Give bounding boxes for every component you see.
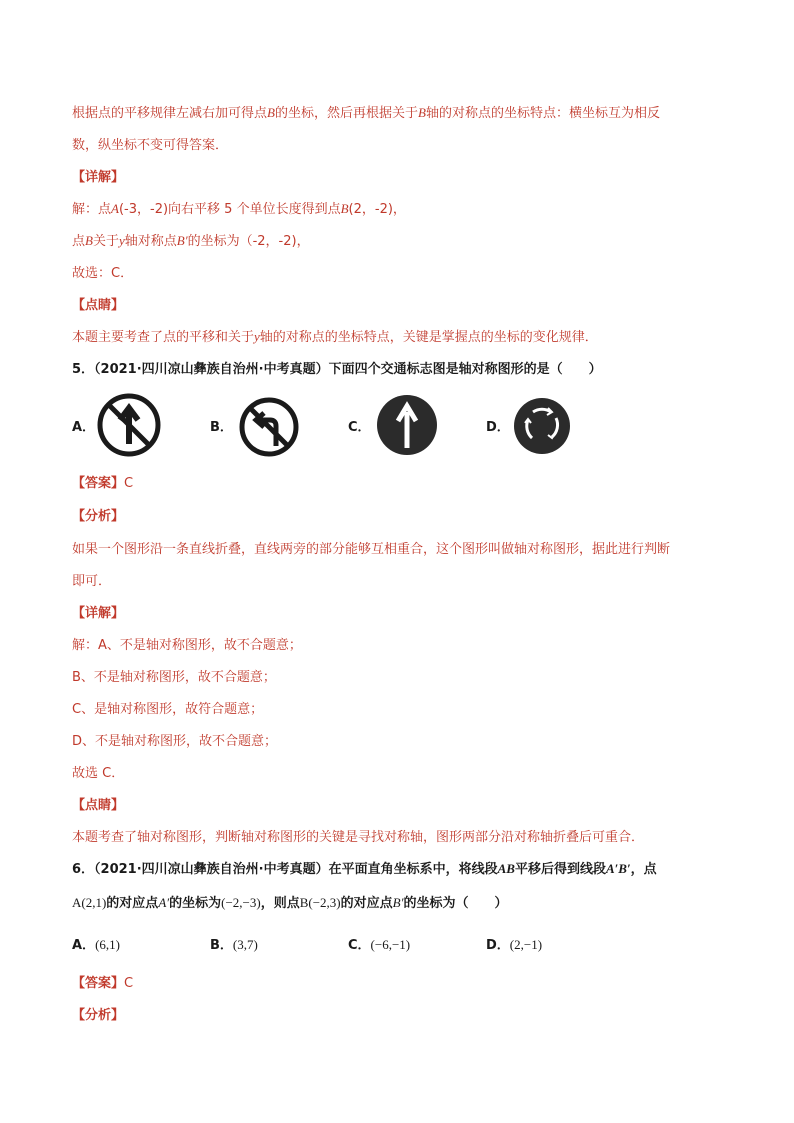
q6-option-b: B．(3,7) — [210, 937, 258, 953]
q5-analysis-tag: 【分析】 — [72, 509, 125, 524]
q6-stem-line-1: 6．（2021·四川凉山彝族自治州·中考真题）在平面直角坐标系中，将线段AB平移后得到线段A′B′，点 — [72, 861, 657, 877]
q4-comment-line-1: 本题主要考查了点的平移和关于y轴的对称点的坐标特点，关键是掌握点的坐标的变化规律． — [72, 329, 598, 345]
q4-detail-tag: 【详解】 — [72, 170, 125, 185]
q5-detail-line-3: C、是轴对称图形，故符合题意； — [72, 702, 264, 717]
q5-detail-tag: 【详解】 — [72, 606, 125, 621]
no-left-turn-sign-icon — [238, 396, 300, 458]
q5-option-b-label: B． — [210, 420, 233, 435]
q4-analysis-line-2: 数，纵坐标不变可得答案． — [72, 138, 229, 153]
q5-stem: 5．（2021·四川凉山彝族自治州·中考真题）下面四个交通标志图是轴对称图形的是（ ） — [72, 362, 602, 377]
q5-analysis-line-2: 即可． — [72, 574, 112, 589]
q5-detail-line-5: 故选 C． — [72, 766, 125, 781]
q5-detail-line-2: B、不是轴对称图形，故不合题意； — [72, 670, 276, 685]
q5-comment-line-1: 本题考查了轴对称图形，判断轴对称图形的关键是寻找对称轴，图形两部分沿对称轴折叠后可重合． — [72, 830, 645, 845]
q4-comment-tag: 【点睛】 — [72, 298, 125, 313]
q4-detail-line-3: 故选：C． — [72, 266, 134, 281]
q6-option-a: A．(6,1) — [72, 937, 120, 953]
q5-detail-line-1: 解：A、不是轴对称图形，故不合题意； — [72, 638, 302, 653]
q5-option-a-label: A． — [72, 420, 96, 435]
q5-analysis-line-1: 如果一个图形沿一条直线折叠，直线两旁的部分能够互相重合，这个图形叫做轴对称图形，据此进行判断 — [72, 542, 671, 557]
q5-answer: 【答案】C — [72, 476, 134, 491]
q6-stem-line-2: A(2,1)的对应点A′的坐标为(−2,−3)，则点B(−2,3)的对应点B′的坐标为（ ） — [72, 895, 508, 911]
q6-analysis-tag: 【分析】 — [72, 1008, 125, 1023]
roundabout-sign-icon — [512, 396, 572, 456]
q5-comment-tag: 【点睛】 — [72, 798, 125, 813]
q4-analysis-line-1: 根据点的平移规律左减右加可得点B的坐标，然后再根据关于B轴的对称点的坐标特点：横坐标互为相反 — [72, 105, 660, 121]
q6-answer: 【答案】C — [72, 976, 134, 991]
q5-option-c-label: C． — [348, 420, 371, 435]
q6-option-d: D．(2,−1) — [486, 937, 543, 953]
q4-detail-line-2: 点B关于y轴对称点B′的坐标为（-2，-2)， — [72, 233, 310, 249]
q5-option-d-label: D． — [486, 420, 510, 435]
straight-ahead-sign-icon — [376, 392, 438, 458]
q4-detail-line-1: 解：点A(-3，-2)向右平移 5 个单位长度得到点B(2，-2)， — [72, 201, 406, 217]
q5-detail-line-4: D、不是轴对称图形，故不合题意； — [72, 734, 278, 749]
no-straight-sign-icon — [96, 392, 162, 458]
q6-option-c: C．(−6,−1) — [348, 937, 411, 953]
